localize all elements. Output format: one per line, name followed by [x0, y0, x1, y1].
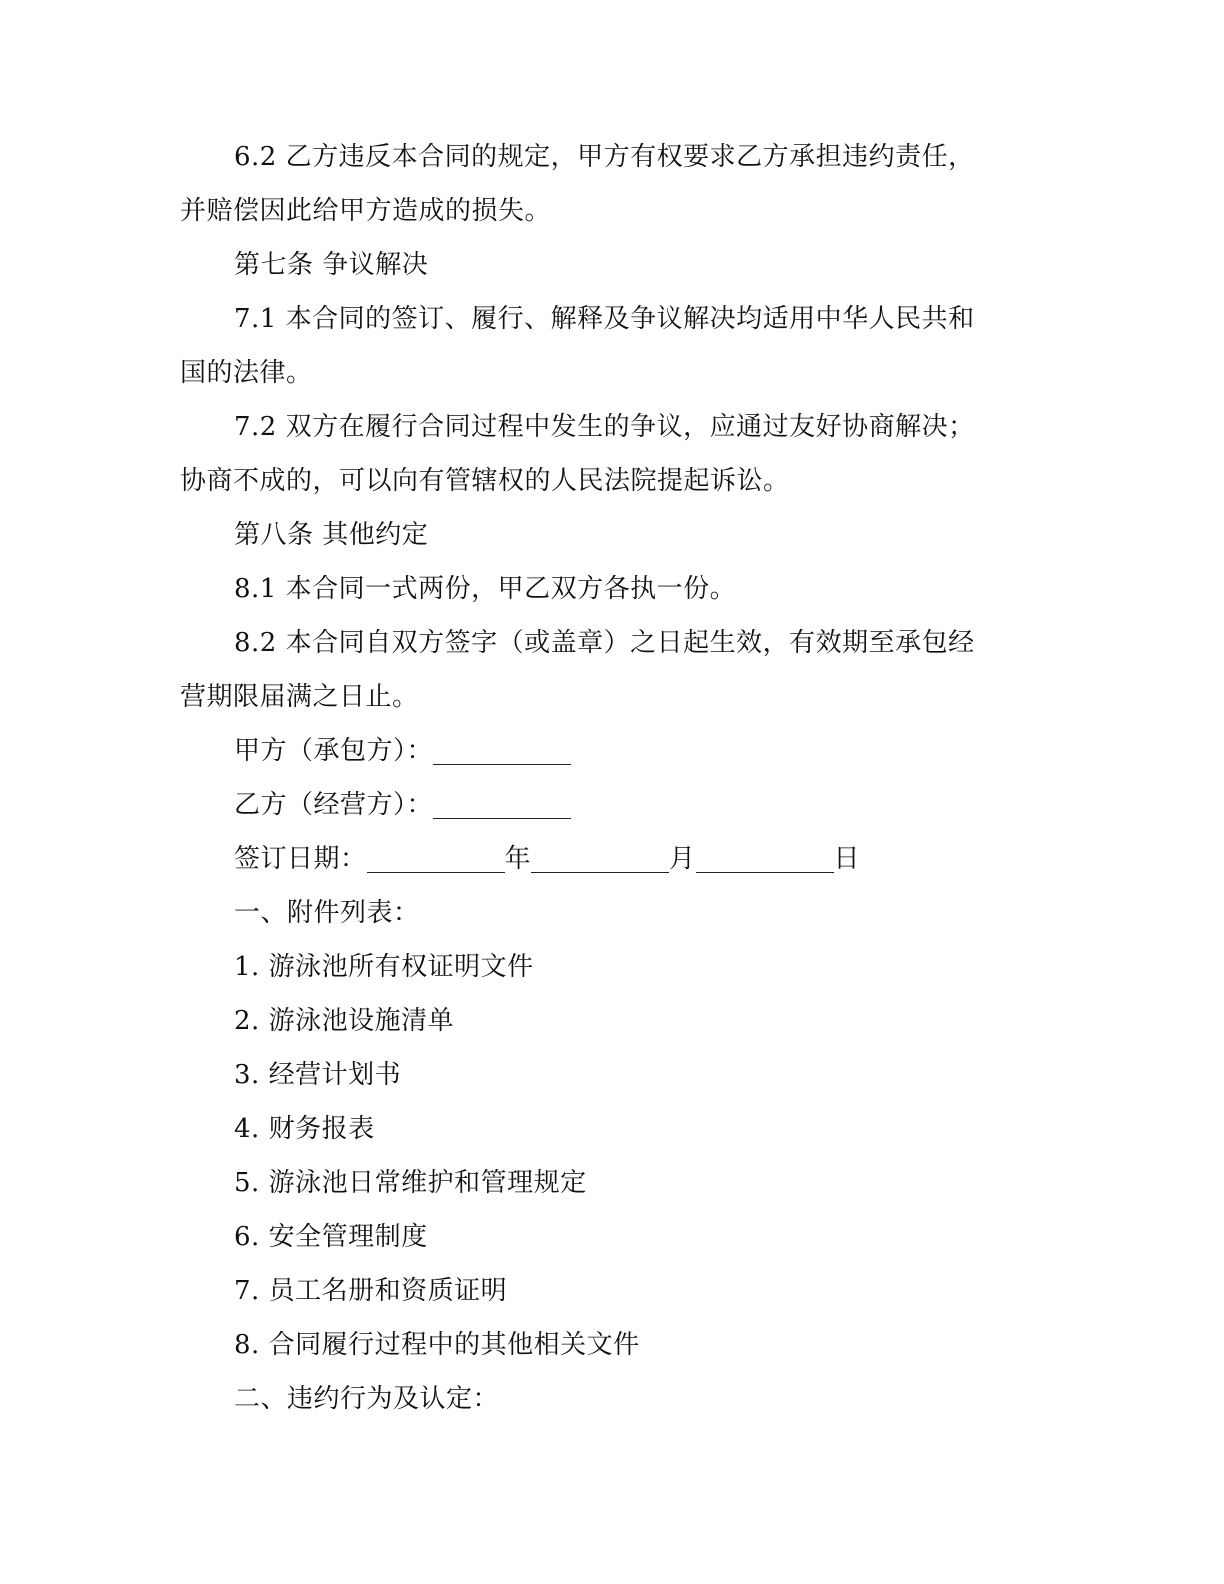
attachments-heading: 一、附件列表：: [234, 898, 420, 928]
attachment-item: 1. 游泳池所有权证明文件: [234, 952, 534, 982]
clause-8-1: 8.1 本合同一式两份，甲乙双方各执一份。: [234, 574, 737, 604]
party-b-signature-blank[interactable]: [433, 792, 571, 819]
breach-heading: 二、违约行为及认定：: [234, 1384, 500, 1414]
attachment-item: 6. 安全管理制度: [234, 1222, 428, 1252]
clause-8-2-line-2: 营期限届满之日止。: [180, 682, 419, 712]
party-a-signature-blank[interactable]: [433, 738, 571, 765]
clause-7-2-line-1: 7.2 双方在履行合同过程中发生的争议，应通过友好协商解决；: [234, 412, 975, 442]
signing-date-row: [234, 842, 860, 876]
party-b-label: 乙方（经营方）：: [234, 790, 434, 820]
party-a-signature-row: [234, 734, 571, 768]
party-b-signature-row: [234, 788, 571, 822]
year-blank[interactable]: [367, 846, 505, 873]
month-blank[interactable]: [531, 846, 669, 873]
clause-7-2-line-2: 协商不成的，可以向有管辖权的人民法院提起诉讼。: [180, 466, 790, 496]
attachment-item: 2. 游泳池设施清单: [234, 1006, 455, 1036]
clause-6-2-line-2: 并赔偿因此给甲方造成的损失。: [180, 196, 552, 226]
article-8-heading: 第八条 其他约定: [234, 520, 429, 550]
attachment-item: 4. 财务报表: [234, 1114, 375, 1144]
day-label: 日: [833, 844, 861, 874]
day-blank[interactable]: [696, 846, 834, 873]
clause-8-2-line-1: 8.2 本合同自双方签字（或盖章）之日起生效，有效期至承包经: [234, 628, 975, 658]
attachment-item: 8. 合同履行过程中的其他相关文件: [234, 1330, 640, 1360]
year-label: 年: [504, 844, 532, 874]
signing-date-label: 签订日期：: [234, 844, 367, 874]
article-7-heading: 第七条 争议解决: [234, 250, 429, 280]
clause-7-1-line-2: 国的法律。: [180, 358, 313, 388]
party-a-label: 甲方（承包方）：: [234, 736, 434, 766]
month-label: 月: [669, 844, 696, 874]
clause-7-1-line-1: 7.1 本合同的签订、履行、解释及争议解决均适用中华人民共和: [234, 304, 975, 334]
clause-6-2-line-1: 6.2 乙方违反本合同的规定，甲方有权要求乙方承担违约责任，: [234, 142, 975, 172]
attachment-item: 3. 经营计划书: [234, 1060, 402, 1090]
attachment-item: 5. 游泳池日常维护和管理规定: [234, 1168, 587, 1198]
attachment-item: 7. 员工名册和资质证明: [234, 1276, 508, 1306]
